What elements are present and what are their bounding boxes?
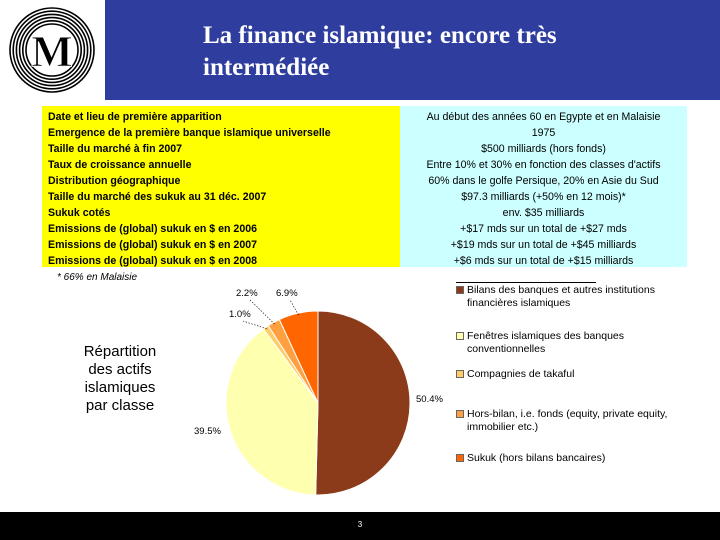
title-line-2: intermédiée — [203, 54, 330, 81]
pie-leader-line — [250, 300, 275, 324]
table-label: Emissions de (global) sukuk en $ en 2008 — [48, 255, 258, 267]
table-label: Distribution géographique — [48, 175, 181, 187]
table-label: Emissions de (global) sukuk en $ en 2007 — [48, 239, 258, 251]
table-label: Taille du marché à fin 2007 — [48, 143, 183, 155]
table-value: +$6 mds sur un total de +$15 milliards — [453, 255, 634, 267]
pie-value-label: 39.5% — [194, 426, 221, 437]
table-label: Taille du marché des sukuk au 31 déc. 2007 — [48, 191, 267, 203]
logo-letter: M — [31, 27, 73, 76]
legend-label: Compagnies de takaful — [467, 368, 575, 380]
table-label: Taux de croissance annuelle — [48, 159, 192, 171]
repartition-line: Répartition — [83, 343, 157, 360]
repartition-line: des actifs — [88, 361, 152, 378]
table-label: Date et lieu de première apparition — [48, 111, 222, 123]
pie-value-label: 6.9% — [276, 288, 298, 299]
legend-label: Hors-bilan, i.e. fonds (equity, private equity, immobilier etc.) — [467, 408, 668, 433]
table-value: $97.3 milliards (+50% en 12 mois)* — [461, 191, 626, 203]
legend-label: Fenêtres islamiques des banques conventionnelles — [467, 330, 625, 355]
repartition-line: islamiques — [84, 379, 156, 396]
table-value: 1975 — [531, 127, 556, 139]
table-value: +$17 mds sur un total de +$27 mds — [460, 223, 627, 235]
table-label: Sukuk cotés — [48, 207, 111, 219]
title-line-1: La finance islamique: encore très — [203, 22, 557, 49]
table-value: Entre 10% et 30% en fonction des classes d'actifs — [426, 159, 661, 171]
table-value: Au début des années 60 en Egypte et en Malaisie — [426, 111, 661, 123]
pie-value-label: 50.4% — [416, 394, 443, 405]
legend-swatch — [456, 370, 464, 378]
table-value: +$19 mds sur un total de +$45 milliards — [450, 239, 637, 251]
footer-bar — [0, 512, 720, 540]
legend-label: Sukuk (hors bilans bancaires) — [467, 452, 606, 464]
pie-value-label: 1.0% — [229, 309, 251, 320]
repartition-line: par classe — [85, 397, 155, 414]
legend-divider — [456, 282, 596, 283]
table-label: Emissions de (global) sukuk en $ en 2006 — [48, 223, 258, 235]
legend-label: Bilans des banques et autres institutions financières islamiques — [467, 284, 655, 309]
table-label: Emergence de la première banque islamique universelle — [48, 127, 331, 139]
legend-swatch — [456, 410, 464, 418]
legend-swatch — [456, 332, 464, 340]
table-value: $500 milliards (hors fonds) — [481, 143, 606, 155]
pie-slice — [316, 311, 410, 495]
legend-swatch — [456, 286, 464, 294]
pie-leader-line — [243, 321, 267, 329]
table-value: 60% dans le golfe Persique, 20% en Asie du Sud — [428, 175, 659, 187]
page-number: 3 — [357, 520, 363, 529]
legend-swatch — [456, 454, 464, 462]
pie-value-label: 2.2% — [236, 288, 258, 299]
table-value: env. $35 milliards — [502, 207, 585, 219]
footnote: * 66% en Malaisie — [57, 272, 138, 283]
